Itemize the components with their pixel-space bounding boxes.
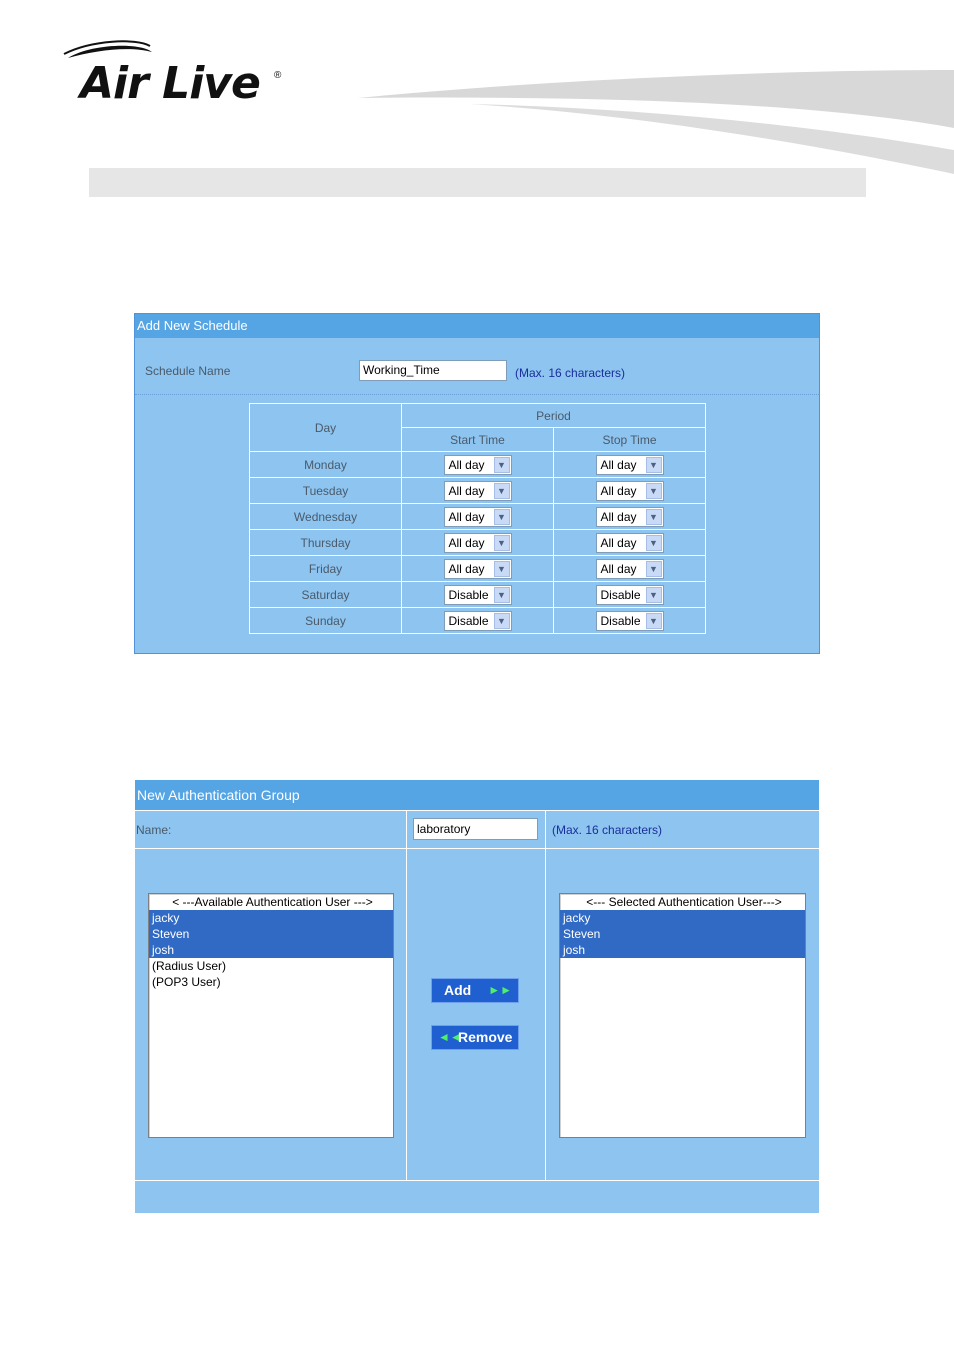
schedule-start-cell — [402, 582, 554, 608]
stop-time-value: Disable — [600, 613, 641, 628]
section-bar — [89, 168, 866, 197]
registered-mark: ® — [274, 70, 282, 81]
add-button[interactable] — [431, 978, 519, 1003]
chevron-down-icon[interactable]: ▼ — [646, 483, 662, 499]
schedule-start-cell — [402, 608, 554, 634]
available-user-item[interactable]: jacky — [149, 910, 393, 926]
stop-time-value: Disable — [600, 587, 641, 602]
available-users-list[interactable] — [148, 893, 394, 1138]
schedule-row — [250, 530, 706, 556]
available-user-item[interactable]: (POP3 User) — [152, 975, 221, 989]
chevron-down-icon[interactable]: ▼ — [494, 587, 510, 603]
schedule-day-label: Friday — [250, 556, 402, 582]
remove-button[interactable] — [431, 1025, 519, 1050]
chevron-down-icon[interactable]: ▼ — [494, 535, 510, 551]
add-schedule-panel — [134, 313, 820, 654]
airlive-logo: Air Live — [80, 58, 260, 109]
schedule-start-cell — [402, 556, 554, 582]
schedule-day-label: Wednesday — [250, 504, 402, 530]
schedule-table — [249, 403, 706, 634]
double-arrow-left-icon: ◄◄ — [438, 1030, 462, 1044]
start-time-value: All day — [448, 561, 485, 576]
stop-time-select[interactable] — [596, 533, 664, 553]
schedule-day-label: Tuesday — [250, 478, 402, 504]
chevron-down-icon[interactable]: ▼ — [646, 561, 662, 577]
auth-group-panel — [135, 780, 819, 1213]
schedule-stop-cell — [554, 478, 706, 504]
stop-time-value: All day — [600, 561, 637, 576]
chevron-down-icon[interactable]: ▼ — [646, 587, 662, 603]
schedule-row — [250, 478, 706, 504]
schedule-start-cell — [402, 452, 554, 478]
start-time-select[interactable] — [444, 507, 512, 527]
chevron-down-icon[interactable]: ▼ — [494, 509, 510, 525]
selected-user-item[interactable]: jacky — [560, 910, 805, 926]
schedule-stop-cell — [554, 582, 706, 608]
available-user-item[interactable]: (Radius User) — [152, 959, 227, 973]
stop-time-value: All day — [600, 457, 637, 472]
schedule-start-cell — [402, 530, 554, 556]
remove-button-label: Remove — [458, 1029, 513, 1045]
stop-time-select[interactable] — [596, 507, 664, 527]
schedule-stop-cell — [554, 504, 706, 530]
schedule-stop-cell — [554, 608, 706, 634]
schedule-row — [250, 452, 706, 478]
schedule-panel-title: Add New Schedule — [135, 314, 819, 338]
auth-name-label: Name: — [136, 823, 172, 837]
schedule-row — [250, 504, 706, 530]
auth-divider-top — [135, 810, 819, 811]
selected-user-item[interactable]: Steven — [560, 926, 805, 942]
selected-user-item[interactable]: josh — [560, 942, 805, 958]
start-time-value: Disable — [448, 587, 489, 602]
auth-divider-bottom — [135, 1180, 819, 1181]
auth-divider-left — [406, 810, 407, 1180]
schedule-day-label: Monday — [250, 452, 402, 478]
start-time-value: All day — [448, 483, 485, 498]
start-time-value: All day — [448, 535, 485, 550]
schedule-stop-cell — [554, 452, 706, 478]
schedule-day-label: Thursday — [250, 530, 402, 556]
schedule-day-label: Sunday — [250, 608, 402, 634]
stop-time-value: All day — [600, 483, 637, 498]
col-header-start: Start Time — [402, 428, 554, 452]
chevron-down-icon[interactable]: ▼ — [494, 613, 510, 629]
schedule-row — [250, 582, 706, 608]
schedule-start-cell — [402, 504, 554, 530]
schedule-name-input[interactable]: Working_Time — [359, 360, 507, 381]
start-time-value: Disable — [448, 613, 489, 628]
stop-time-value: All day — [600, 535, 637, 550]
selected-users-header: <--- Selected Authentication User---> — [586, 895, 782, 909]
start-time-select[interactable] — [444, 585, 512, 605]
col-header-period: Period — [402, 404, 706, 428]
chevron-down-icon[interactable]: ▼ — [646, 613, 662, 629]
auth-name-hint: (Max. 16 characters) — [552, 823, 663, 837]
stop-time-select[interactable] — [596, 585, 664, 605]
auth-divider-right — [545, 810, 546, 1180]
chevron-down-icon[interactable]: ▼ — [646, 457, 662, 473]
chevron-down-icon[interactable]: ▼ — [494, 457, 510, 473]
schedule-start-cell — [402, 478, 554, 504]
start-time-select[interactable] — [444, 455, 512, 475]
start-time-value: All day — [448, 457, 485, 472]
auth-name-input[interactable]: laboratory — [413, 818, 538, 840]
chevron-down-icon[interactable]: ▼ — [494, 561, 510, 577]
schedule-stop-cell — [554, 556, 706, 582]
start-time-select[interactable] — [444, 533, 512, 553]
available-users-header: < ---Available Authentication User ---> — [172, 895, 373, 909]
schedule-stop-cell — [554, 530, 706, 556]
start-time-value: All day — [448, 509, 485, 524]
auth-panel-title: New Authentication Group — [135, 780, 819, 810]
add-button-label: Add — [444, 982, 472, 998]
schedule-row — [250, 608, 706, 634]
schedule-row — [250, 556, 706, 582]
stop-time-value: All day — [600, 509, 637, 524]
col-header-stop: Stop Time — [554, 428, 706, 452]
stop-time-select[interactable] — [596, 455, 664, 475]
stop-time-select[interactable] — [596, 481, 664, 501]
available-user-item[interactable]: josh — [149, 942, 393, 958]
start-time-select[interactable] — [444, 481, 512, 501]
col-header-day: Day — [250, 404, 402, 452]
stop-time-select[interactable] — [596, 559, 664, 579]
start-time-select[interactable] — [444, 611, 512, 631]
chevron-down-icon[interactable]: ▼ — [646, 509, 662, 525]
start-time-select[interactable] — [444, 559, 512, 579]
schedule-divider — [135, 394, 819, 395]
stop-time-select[interactable] — [596, 611, 664, 631]
double-arrow-right-icon: ►► — [488, 983, 512, 997]
schedule-name-label: Schedule Name — [145, 364, 231, 378]
schedule-day-label: Saturday — [250, 582, 402, 608]
available-user-item[interactable]: Steven — [149, 926, 393, 942]
selected-users-list[interactable] — [559, 893, 806, 1138]
auth-divider-mid — [135, 848, 819, 849]
chevron-down-icon[interactable]: ▼ — [494, 483, 510, 499]
chevron-down-icon[interactable]: ▼ — [646, 535, 662, 551]
schedule-name-hint: (Max. 16 characters) — [515, 366, 626, 380]
